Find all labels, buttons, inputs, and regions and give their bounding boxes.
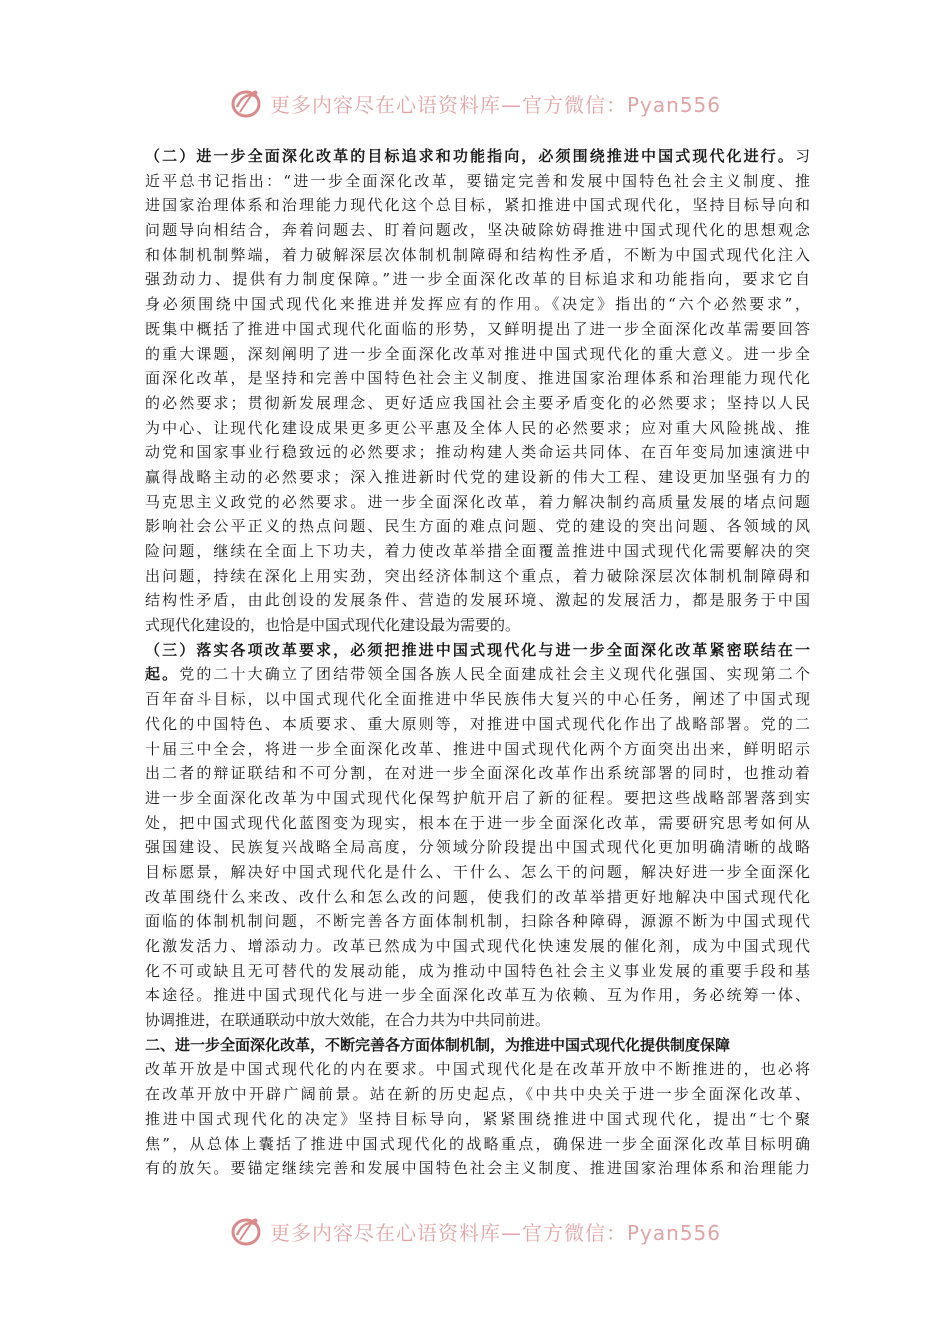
text-line <box>145 539 810 564</box>
text-line <box>145 144 810 169</box>
body-text: 进国家治理体系和治理能力现代化这个总目标，紧扣推进中国式现代化，坚持目标导向和 <box>145 196 810 215</box>
text-line <box>145 613 810 638</box>
body-text: 党的二十大确立了团结带领全国各族人民全面建成社会主义现代化强国、实现第二个 <box>179 665 810 684</box>
text-line <box>145 1082 810 1107</box>
body-text: 代化的中国特色、本质要求、重大原则等，对推进中国式现代化作出了战略部署。党的二 <box>145 714 810 733</box>
body-text: 为中心、让现代化建设成果更多更公平惠及全体人民的必然要求；应对重大风险挑战、推 <box>145 418 810 437</box>
text-line <box>145 267 810 292</box>
text-line <box>145 317 810 342</box>
body-text: 百年奋斗目标，以中国式现代化全面推进中华民族伟大复兴的中心任务，阐述了中国式现 <box>145 690 810 709</box>
body-text: 习 <box>794 147 810 165</box>
body-text: 在改革开放中开辟广阔前景。站在新的历史起点，《中共中央关于进一步全面深化改革、 <box>145 1085 810 1104</box>
text-line <box>145 243 810 268</box>
bold-heading-text: （二）进一步全面深化改革的目标追求和功能指向，必须围绕推进中国式现代化进行。 <box>145 147 795 165</box>
body-text: 动党和国家事业行稳致远的必然要求；推动构建人类命运共同体、在百年变局加速演进中 <box>145 443 810 462</box>
body-text: 强国建设、民族复兴战略全局高度，分领域分阶段提出中国式现代化更加明确清晰的战略 <box>145 838 810 857</box>
text-line <box>145 737 810 762</box>
watermark-text: 更多内容尽在心语资料库—官方微信：Pyan556 <box>270 92 722 117</box>
body-text: 的必然要求；贯彻新发展理念、更好适应我国社会主要矛盾变化的必然要求；坚持以人民 <box>145 393 810 412</box>
body-text: 出问题，持续在深化上用实劲，突出经济体制这个重点，着力破除深层次体制机制障碍和 <box>145 566 810 585</box>
text-line <box>145 1033 810 1058</box>
body-text: 改革开放是中国式现代化的内在要求。中国式现代化是在改革开放中不断推进的，也必将 <box>145 1060 810 1079</box>
body-text: 赢得战略主动的必然要求；深入推进新时代党的建设新的伟大工程、建设更加坚强有力的 <box>145 467 810 486</box>
text-line <box>145 638 810 663</box>
bold-heading-text: 起。 <box>145 665 180 684</box>
text-line <box>145 1107 810 1132</box>
body-text: 既集中概括了推进中国式现代化面临的形势，又鲜明提出了进一步全面深化改革需要回答 <box>145 319 810 338</box>
text-line <box>145 860 810 885</box>
text-line <box>145 465 810 490</box>
text-line <box>145 934 810 959</box>
text-line <box>145 588 810 613</box>
text-line <box>145 662 810 687</box>
body-text: 身必须围绕中国式现代化来推进并发挥应有的作用。《决定》指出的“六个必然要求”， <box>145 295 810 314</box>
text-line <box>145 909 810 934</box>
body-text: 十届三中全会，将进一步全面深化改革、推进中国式现代化两个方面突出出来，鲜明昭示 <box>145 739 810 758</box>
body-text: 的重大课题，深刻阐明了进一步全面深化改革对推进中国式现代化的重大意义。进一步全 <box>145 344 810 363</box>
body-text: 面深化改革，是坚持和完善中国特色社会主义制度、推进国家治理体系和治理能力现代化 <box>145 369 810 388</box>
body-text: 处，把中国式现代化蓝图变为现实，根本在于进一步全面深化改革，需要研究思考如何从 <box>145 813 810 832</box>
text-line <box>145 514 810 539</box>
signature-logo-icon <box>228 1213 264 1249</box>
body-text: 本途径。推进中国式现代化与进一步全面深化改革互为依赖、互为作用，务必统筹一体、 <box>145 986 810 1005</box>
text-line <box>145 761 810 786</box>
text-line <box>145 218 810 243</box>
body-text: 出二者的辩证联结和不可分割，在对进一步全面深化改革作出系统部署的同时，也推动着 <box>145 764 810 783</box>
text-line <box>145 983 810 1008</box>
body-text: 化不可或缺且无可替代的发展动能，成为推动中国特色社会主义事业发展的重要手段和基 <box>145 961 810 980</box>
body-text: 改革围绕什么来改、改什么和怎么改的问题，使我们的改革举措更好地解决中国式现代化 <box>145 887 810 906</box>
text-line <box>145 193 810 218</box>
body-text: 影响社会公平正义的热点问题、民生方面的难点问题、党的建设的突出问题、各领域的风 <box>145 517 810 536</box>
bold-heading-text: 二、进一步全面深化改革，不断完善各方面体制机制，为推进中国式现代化提供制度保障 <box>145 1035 731 1054</box>
body-text: 马克思主义政党的必然要求。进一步全面深化改革，着力解决制约高质量发展的堵点问题 <box>145 492 810 511</box>
body-text: 结构性矛盾，由此创设的发展条件、营造的发展环境、激起的发展活力，都是服务于中国 <box>145 591 810 610</box>
body-text: 有的放矢。要锚定继续完善和发展中国特色社会主义制度、推进国家治理体系和治理能力 <box>145 1159 810 1178</box>
body-text: 和体制机制弊端，着力破解深层次体制机制障碍和结构性矛盾，不断为中国式现代化注入 <box>145 245 810 264</box>
text-line <box>145 885 810 910</box>
text-line <box>145 391 810 416</box>
bold-heading-text: （三）落实各项改革要求，必须把推进中国式现代化与进一步全面深化改革紧密联结在一 <box>145 640 810 659</box>
text-line <box>145 786 810 811</box>
text-line <box>145 366 810 391</box>
body-text: 化激发活力、增添动力。改革已然成为中国式现代化快速发展的催化剂，成为中国式现代 <box>145 937 810 955</box>
text-line <box>145 416 810 441</box>
text-line <box>145 1156 810 1181</box>
body-text: 近平总书记指出：“进一步全面深化改革，要锚定完善和发展中国特色社会主义制度、推 <box>145 171 810 190</box>
signature-logo-icon <box>228 85 264 121</box>
text-line <box>145 687 810 712</box>
text-line <box>145 811 810 836</box>
text-line <box>145 342 810 367</box>
text-line <box>145 959 810 984</box>
text-line <box>145 490 810 515</box>
text-line <box>145 564 810 589</box>
document-body <box>145 144 810 1181</box>
body-text: 焦”，从总体上囊括了推进中国式现代化的战略重点，确保进一步全面深化改革目标明确 <box>145 1134 810 1153</box>
body-text: 强劲动力、提供有力制度保障。”进一步全面深化改革的目标追求和功能指向，要求它自 <box>145 270 810 289</box>
text-line <box>145 835 810 860</box>
footer-watermark-banner <box>0 1207 950 1255</box>
body-text: 进一步全面深化改革为中国式现代化保驾护航开启了新的征程。要把这些战略部署落到实 <box>145 788 810 807</box>
watermark-text: 更多内容尽在心语资料库—官方微信：Pyan556 <box>270 1220 722 1245</box>
body-text: 险问题，继续在全面上下功夫，着力使改革举措全面覆盖推进中国式现代化需要解决的突 <box>145 542 810 560</box>
text-line <box>145 292 810 317</box>
body-text: 目标愿景，解决好中国式现代化是什么、干什么、怎么干的问题，解决好进一步全面深化 <box>145 862 810 881</box>
text-line <box>145 1132 810 1157</box>
body-text: 推进中国式现代化的决定》坚持目标导向，紧紧围绕推进中国式现代化，提出“七个聚 <box>145 1109 810 1128</box>
body-text: 问题导向相结合，奔着问题去、盯着问题改，坚决破除妨碍推进中国式现代化的思想观念 <box>145 221 810 240</box>
text-line <box>145 712 810 737</box>
body-text: 式现代化建设的，也恰是中国式现代化建设最为需要的。 <box>145 616 521 635</box>
header-watermark-banner <box>0 79 950 127</box>
text-line <box>145 1057 810 1082</box>
text-line <box>145 440 810 465</box>
body-text: 面临的体制机制问题，不断完善各方面体制机制，扫除各种障碍，源源不断为中国式现代 <box>145 912 810 931</box>
text-line <box>145 169 810 194</box>
body-text: 协调推进，在联通联动中放大效能，在合力共为中共同前进。 <box>145 1011 551 1030</box>
text-line <box>145 1008 810 1033</box>
